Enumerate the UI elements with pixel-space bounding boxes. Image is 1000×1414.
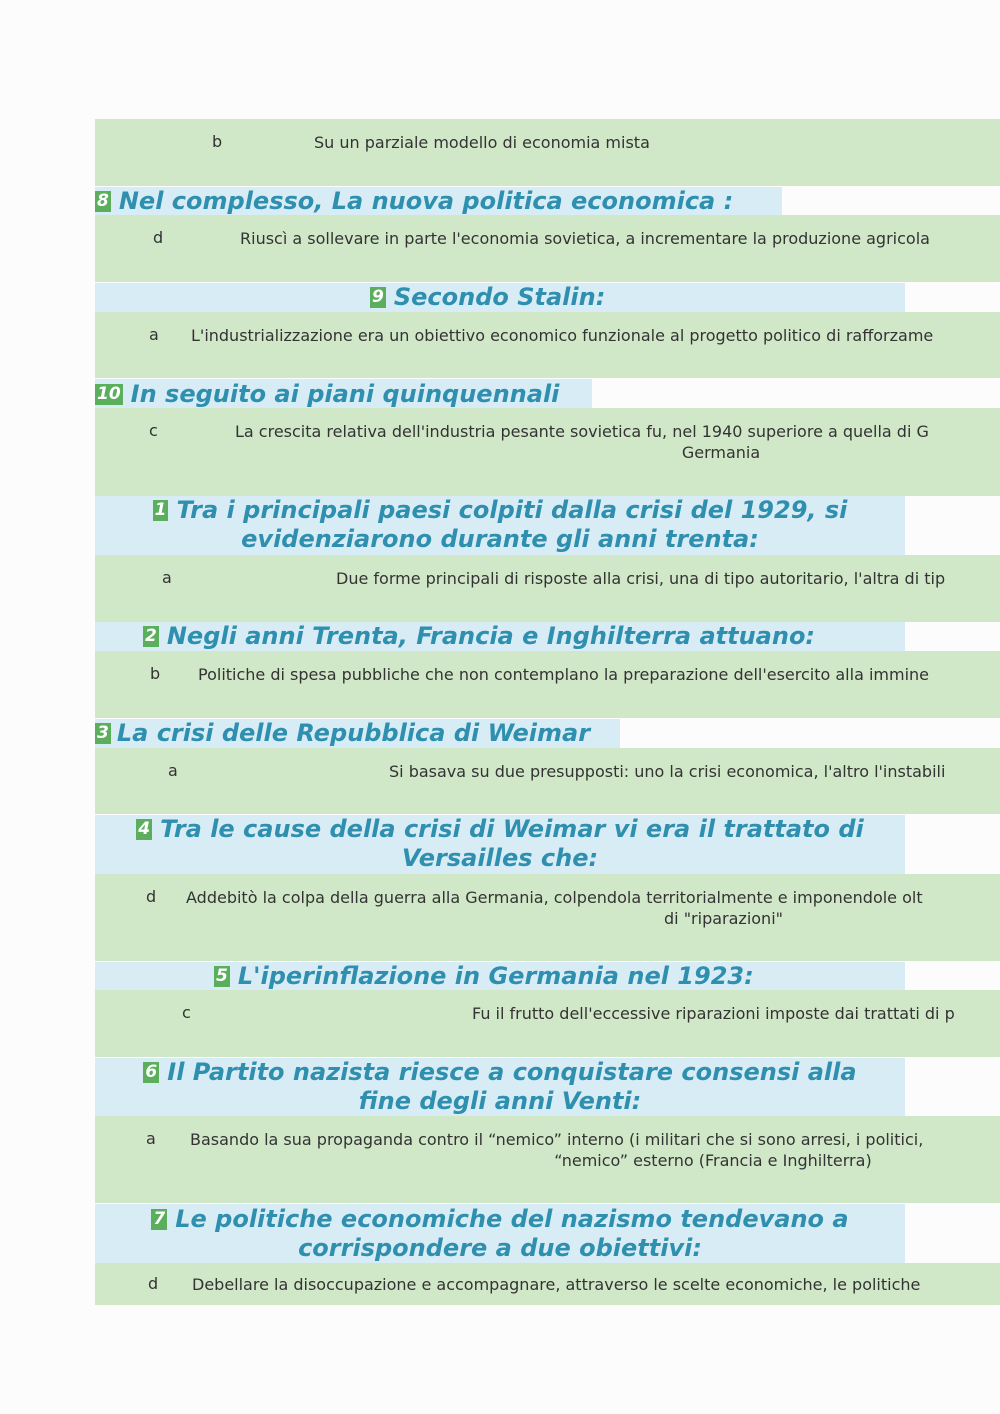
question-title — [143, 622, 815, 651]
question-number: 10 — [97, 384, 121, 404]
answer-text: L'industrializzazione era un obiettivo economico funzionale al progetto politico di rafforzame — [191, 326, 934, 345]
question-text: La crisi delle Repubblica di Weimar — [116, 719, 591, 747]
answer-text-continued: Germania — [681, 443, 761, 462]
question-text: Le politiche economiche del nazismo tendevano a — [175, 1205, 849, 1233]
answer-text: Su un parziale modello di economia mista — [314, 133, 650, 152]
answer-letter: b — [150, 664, 161, 683]
question-number: 2 — [145, 626, 157, 646]
answer-text: Si basava su due presupposti: uno la crisi economica, l'altro l'instabili — [389, 762, 946, 781]
answer-row — [95, 312, 1000, 378]
answer-letter: c — [182, 1003, 191, 1022]
answer-text-continued: di "riparazioni" — [664, 909, 783, 928]
question-title — [214, 962, 754, 991]
question-text-continued: fine degli anni Venti: — [358, 1087, 642, 1115]
question-text: In seguito ai piani quinquennali — [130, 380, 560, 408]
question-text: Nel complesso, La nuova politica economica : — [118, 187, 734, 215]
answer-row — [95, 119, 1000, 186]
answer-letter: c — [149, 421, 158, 440]
question-text: Secondo Stalin: — [393, 283, 606, 311]
answer-text: Debellare la disoccupazione e accompagnare, attraverso le scelte economiche, le politiche — [192, 1275, 921, 1294]
answer-letter: d — [148, 1274, 159, 1293]
question-number: 3 — [97, 723, 109, 743]
answer-text: Addebitò la colpa della guerra alla Germania, colpendola territorialmente e imponendole olt — [186, 888, 923, 907]
question-title — [95, 187, 733, 216]
question-number: 7 — [153, 1209, 166, 1229]
answer-row — [95, 555, 1000, 622]
answer-letter: a — [168, 761, 178, 780]
answer-letter: b — [212, 132, 223, 151]
question-text: Negli anni Trenta, Francia e Inghilterra attuano: — [166, 622, 816, 650]
question-text-continued: evidenziarono durante gli anni trenta: — [241, 525, 759, 553]
answer-text: Politiche di spesa pubbliche che non contemplano la preparazione dell'esercito alla immine — [198, 665, 930, 684]
answer-letter: a — [146, 1129, 156, 1148]
answer-text: La crescita relativa dell'industria pesante sovietica fu, nel 1940 superiore a quella di G — [235, 422, 929, 441]
question-title — [95, 496, 905, 554]
answer-text: Basando la sua propaganda contro il “nemico” interno (i militari che si sono arresi, i politici, — [190, 1130, 924, 1149]
answer-letter: d — [146, 887, 157, 906]
question-text: Il Partito nazista riesce a conquistare consensi alla — [167, 1058, 857, 1086]
question-number: 1 — [154, 500, 167, 520]
answer-text: Due forme principali di risposte alla crisi, una di tipo autoritario, l'altra di tip — [336, 569, 946, 588]
question-title — [95, 380, 559, 409]
question-text-continued: Versailles che: — [401, 844, 599, 872]
question-number: 8 — [97, 191, 109, 211]
answer-text: Fu il frutto dell'eccessive riparazioni imposte dai trattati di p — [472, 1004, 955, 1023]
answer-row — [95, 1263, 1000, 1305]
answer-row — [95, 1116, 1000, 1203]
answer-row — [95, 748, 1000, 814]
question-title — [370, 283, 605, 312]
question-number: 5 — [216, 966, 228, 986]
answer-row — [95, 408, 1000, 496]
question-text: Tra le cause della crisi di Weimar vi era il trattato di — [160, 815, 864, 843]
question-text: L'iperinflazione in Germania nel 1923: — [237, 962, 754, 990]
question-text: Tra i principali paesi colpiti dalla crisi del 1929, si — [176, 496, 848, 524]
question-title — [95, 719, 590, 748]
answer-row — [95, 990, 1000, 1057]
answer-letter: a — [149, 325, 159, 344]
answer-letter: a — [162, 568, 172, 587]
answer-text-continued: “nemico” esterno (Francia e Inghilterra) — [554, 1151, 872, 1170]
question-title — [95, 1058, 905, 1116]
question-number: 4 — [138, 819, 151, 839]
answer-letter: d — [153, 228, 164, 247]
question-number: 9 — [372, 287, 384, 307]
question-title — [95, 815, 905, 873]
answer-row — [95, 651, 1000, 718]
question-number: 6 — [145, 1062, 158, 1082]
answer-row — [95, 874, 1000, 961]
question-text-continued: corrispondere a due obiettivi: — [298, 1234, 702, 1262]
question-title — [95, 1205, 905, 1263]
answer-text: Riuscì a sollevare in parte l'economia sovietica, a incrementare la produzione agricola — [240, 229, 930, 248]
answer-row — [95, 215, 1000, 282]
